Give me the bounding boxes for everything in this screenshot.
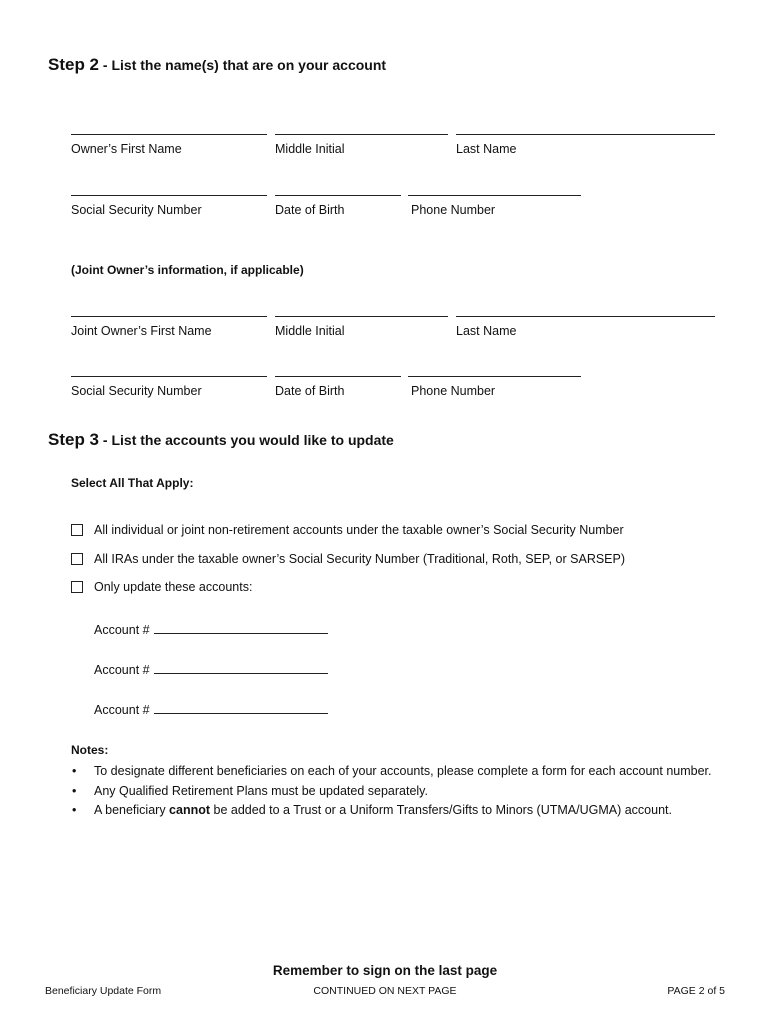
owner-first-name-field[interactable]: [71, 134, 267, 135]
option-only-these-label: Only update these accounts:: [94, 580, 253, 594]
note-item: [72, 764, 712, 778]
owner-dob-label: Date of Birth: [275, 203, 345, 217]
account-label: Account #: [94, 703, 150, 717]
joint-dob-label: Date of Birth: [275, 384, 345, 398]
option-only-these-checkbox[interactable]: [71, 581, 83, 593]
joint-phone-label: Phone Number: [411, 384, 496, 398]
note-text: Any Qualified Retirement Plans must be updated separately.: [94, 784, 428, 798]
step3-heading: [48, 430, 394, 450]
step3-title: - List the accounts you would like to update: [99, 432, 394, 448]
joint-last-name-field[interactable]: [456, 316, 715, 317]
account-label: Account #: [94, 623, 150, 637]
step2-heading: [48, 55, 386, 75]
bullet-marker: •: [72, 803, 77, 817]
joint-dob-field[interactable]: [275, 376, 401, 377]
owner-first-name-label: Owner’s First Name: [71, 142, 182, 156]
account-label: Account #: [94, 663, 150, 677]
note-text: To designate different beneficiaries on each of your accounts, please complete a form for each account number.: [94, 764, 712, 778]
owner-last-name-field[interactable]: [456, 134, 715, 135]
owner-middle-initial-field[interactable]: [275, 134, 448, 135]
joint-middle-initial-field[interactable]: [275, 316, 448, 317]
joint-first-name-field[interactable]: [71, 316, 267, 317]
joint-ssn-field[interactable]: [71, 376, 267, 377]
note-item: [72, 803, 672, 817]
select-all-label: Select All That Apply:: [71, 476, 194, 490]
owner-ssn-label: Social Security Number: [71, 203, 202, 217]
note-item: [72, 784, 428, 798]
joint-owner-heading: (Joint Owner’s information, if applicable): [71, 263, 304, 277]
step2-title: - List the name(s) that are on your account: [99, 57, 387, 73]
account-row-3: [94, 702, 328, 717]
note-text-after: be added to a Trust or a Uniform Transfers/Gifts to Minors (UTMA/UGMA) account.: [210, 803, 672, 817]
option-non-retirement-label: All individual or joint non-retirement accounts under the taxable owner’s Social Security Number: [94, 523, 624, 537]
account-field-2[interactable]: [154, 662, 328, 674]
joint-phone-field[interactable]: [408, 376, 581, 377]
owner-phone-field[interactable]: [408, 195, 581, 196]
notes-heading: Notes:: [71, 743, 109, 757]
note-text-emphasis: cannot: [169, 803, 211, 817]
bullet-marker: •: [72, 764, 77, 778]
footer-continued: CONTINUED ON NEXT PAGE: [313, 985, 457, 997]
footer-page-number: PAGE 2 of 5: [667, 985, 725, 997]
account-field-3[interactable]: [154, 702, 328, 714]
owner-dob-field[interactable]: [275, 195, 401, 196]
option-iras-checkbox[interactable]: [71, 553, 83, 565]
account-field-1[interactable]: [154, 622, 328, 634]
account-row-2: [94, 662, 328, 677]
footer-form-name: Beneficiary Update Form: [45, 985, 162, 997]
owner-ssn-field[interactable]: [71, 195, 267, 196]
joint-first-name-label: Joint Owner’s First Name: [71, 324, 212, 338]
joint-ssn-label: Social Security Number: [71, 384, 202, 398]
step3-number: Step 3: [48, 430, 100, 449]
account-row-1: [94, 622, 328, 637]
joint-last-name-label: Last Name: [456, 324, 517, 338]
remember-to-sign: Remember to sign on the last page: [272, 963, 498, 978]
owner-middle-initial-label: Middle Initial: [275, 142, 345, 156]
option-iras-label: All IRAs under the taxable owner’s Social Security Number (Traditional, Roth, SEP, or SARSEP): [94, 552, 626, 566]
owner-last-name-label: Last Name: [456, 142, 517, 156]
owner-phone-label: Phone Number: [411, 203, 496, 217]
step2-number: Step 2: [48, 55, 100, 74]
joint-middle-initial-label: Middle Initial: [275, 324, 345, 338]
bullet-marker: •: [72, 784, 77, 798]
note-text-before: A beneficiary: [94, 803, 170, 817]
option-non-retirement-checkbox[interactable]: [71, 524, 83, 536]
